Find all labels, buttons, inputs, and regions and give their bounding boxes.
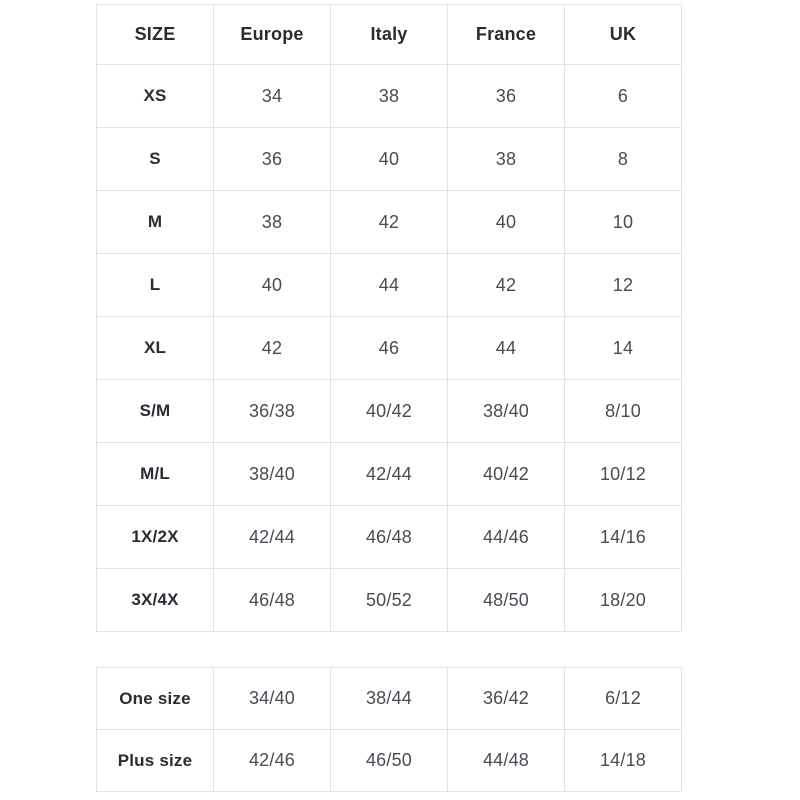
size-label-cell: M <box>97 191 214 254</box>
column-header-france: France <box>448 5 565 65</box>
size-label-cell: One size <box>97 668 214 730</box>
size-value-cell: 40 <box>448 191 565 254</box>
size-value-cell: 40 <box>331 128 448 191</box>
size-value-cell: 8 <box>565 128 682 191</box>
size-value-cell: 6 <box>565 65 682 128</box>
size-value-cell: 44 <box>448 317 565 380</box>
size-value-cell: 42/44 <box>214 506 331 569</box>
size-value-cell: 14/16 <box>565 506 682 569</box>
table-row <box>97 668 682 730</box>
size-value-cell: 46/48 <box>331 506 448 569</box>
header-row <box>97 5 682 65</box>
size-label-cell: L <box>97 254 214 317</box>
size-value-cell: 10/12 <box>565 443 682 506</box>
size-value-cell: 38 <box>331 65 448 128</box>
size-value-cell: 40/42 <box>448 443 565 506</box>
table-row <box>97 380 682 443</box>
size-value-cell: 36/38 <box>214 380 331 443</box>
table-row <box>97 730 682 792</box>
special-sizes-table <box>96 667 682 792</box>
size-value-cell: 50/52 <box>331 569 448 632</box>
size-value-cell: 40/42 <box>331 380 448 443</box>
size-label-cell: XS <box>97 65 214 128</box>
size-value-cell: 46/48 <box>214 569 331 632</box>
size-value-cell: 42 <box>448 254 565 317</box>
size-value-cell: 14/18 <box>565 730 682 792</box>
size-value-cell: 12 <box>565 254 682 317</box>
size-label-cell: XL <box>97 317 214 380</box>
size-label-cell: S <box>97 128 214 191</box>
size-value-cell: 34/40 <box>214 668 331 730</box>
table-row <box>97 191 682 254</box>
table-row <box>97 506 682 569</box>
size-value-cell: 46/50 <box>331 730 448 792</box>
size-value-cell: 8/10 <box>565 380 682 443</box>
column-header-uk: UK <box>565 5 682 65</box>
column-header-italy: Italy <box>331 5 448 65</box>
size-label-cell: S/M <box>97 380 214 443</box>
size-value-cell: 36 <box>448 65 565 128</box>
size-value-cell: 38 <box>448 128 565 191</box>
size-value-cell: 42/44 <box>331 443 448 506</box>
size-value-cell: 18/20 <box>565 569 682 632</box>
size-value-cell: 40 <box>214 254 331 317</box>
size-value-cell: 6/12 <box>565 668 682 730</box>
size-value-cell: 38/40 <box>214 443 331 506</box>
size-value-cell: 36 <box>214 128 331 191</box>
size-value-cell: 42 <box>214 317 331 380</box>
size-value-cell: 10 <box>565 191 682 254</box>
table-row <box>97 443 682 506</box>
table-row <box>97 65 682 128</box>
size-label-cell: Plus size <box>97 730 214 792</box>
size-value-cell: 44 <box>331 254 448 317</box>
size-conversion-table <box>96 4 682 632</box>
size-value-cell: 38/40 <box>448 380 565 443</box>
size-value-cell: 46 <box>331 317 448 380</box>
column-header-size: SIZE <box>97 5 214 65</box>
size-value-cell: 44/46 <box>448 506 565 569</box>
size-value-cell: 36/42 <box>448 668 565 730</box>
table-row <box>97 317 682 380</box>
size-value-cell: 38/44 <box>331 668 448 730</box>
size-value-cell: 42/46 <box>214 730 331 792</box>
column-header-europe: Europe <box>214 5 331 65</box>
size-value-cell: 48/50 <box>448 569 565 632</box>
size-label-cell: M/L <box>97 443 214 506</box>
size-value-cell: 14 <box>565 317 682 380</box>
size-value-cell: 34 <box>214 65 331 128</box>
table-row <box>97 128 682 191</box>
size-label-cell: 1X/2X <box>97 506 214 569</box>
size-value-cell: 38 <box>214 191 331 254</box>
size-value-cell: 44/48 <box>448 730 565 792</box>
table-row <box>97 569 682 632</box>
table-row <box>97 254 682 317</box>
size-value-cell: 42 <box>331 191 448 254</box>
size-label-cell: 3X/4X <box>97 569 214 632</box>
